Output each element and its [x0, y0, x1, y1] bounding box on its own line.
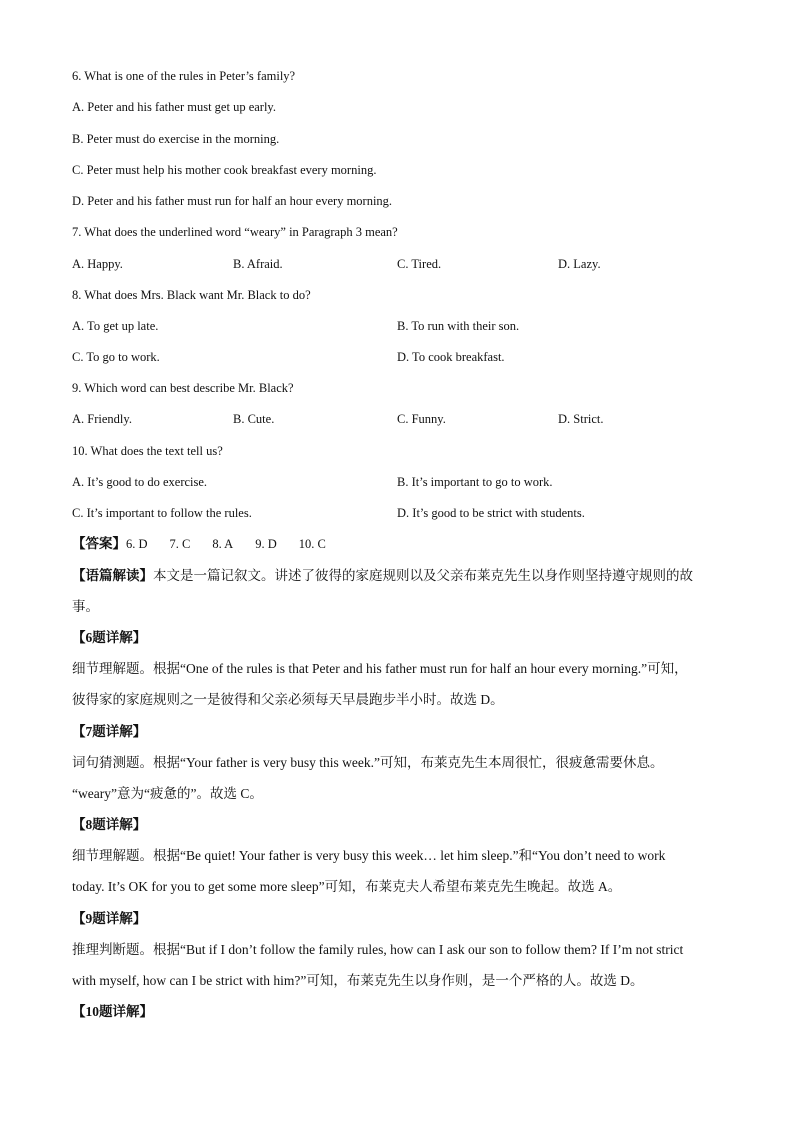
explanation-8-line-1: 细节理解题。根据“Be quiet! Your father is very busy this week… let him sleep.”和“You don’t need to work	[72, 848, 666, 863]
question-6-option-c: C. Peter must help his mother cook breakfast every morning.	[72, 163, 377, 177]
explanation-6-label: 【6题详解】	[72, 630, 147, 645]
explanation-7-line-2: “weary”意为“疲惫的”。故选 C。	[72, 786, 263, 801]
answer-item: 7. C	[169, 537, 191, 551]
question-10-option-b: B. It’s important to go to work.	[397, 475, 553, 489]
question-8-option-d: D. To cook breakfast.	[397, 350, 505, 364]
answer-item: 9. D	[255, 537, 277, 551]
question-8-option-c: C. To go to work.	[72, 350, 160, 364]
question-6-stem: 6. What is one of the rules in Peter’s family?	[72, 69, 296, 83]
underlined-word: weary	[249, 225, 281, 239]
explanation-6-line-2: 彼得家的家庭规则之一是彼得和父亲必须每天早晨跑步半小时。故选 D。	[72, 692, 504, 707]
question-9-option-b: B. Cute.	[233, 412, 275, 426]
question-7-option-b: B. Afraid.	[233, 257, 283, 271]
answer-item: 10. C	[298, 537, 326, 551]
question-7-option-d: D. Lazy.	[558, 257, 601, 271]
question-6-option-b: B. Peter must do exercise in the morning.	[72, 132, 280, 146]
question-6-option-a: A. Peter and his father must get up early.	[72, 100, 276, 114]
answer-label: 【答案】	[72, 536, 126, 551]
question-9-option-d: D. Strict.	[558, 412, 604, 426]
question-10-option-c: C. It’s important to follow the rules.	[72, 506, 252, 520]
question-8-option-a: A. To get up late.	[72, 319, 159, 333]
interpretation-line-1	[72, 568, 693, 584]
explanation-9-line-2: with myself, how can I be strict with him?”可知，布莱克先生以身作则，是一个严格的人。故选 D。	[72, 973, 644, 988]
question-6-option-d: D. Peter and his father must run for half an hour every morning.	[72, 194, 393, 208]
answer-key	[72, 536, 348, 552]
question-10-stem: 10. What does the text tell us?	[72, 444, 223, 458]
question-10-option-a: A. It’s good to do exercise.	[72, 475, 208, 489]
interpretation-label: 【语篇解读】	[72, 568, 153, 583]
explanation-7-label: 【7题详解】	[72, 724, 147, 739]
explanation-10-label: 【10题详解】	[72, 1004, 153, 1019]
question-7-option-a: A. Happy.	[72, 257, 123, 271]
explanation-9-label: 【9题详解】	[72, 911, 147, 926]
question-8-option-b: B. To run with their son.	[397, 319, 520, 333]
answer-item: 8. A	[212, 537, 234, 551]
answer-item: 6. D	[126, 537, 148, 551]
question-10-option-d: D. It’s good to be strict with students.	[397, 506, 585, 520]
question-9-stem: 9. Which word can best describe Mr. Black?	[72, 381, 294, 395]
question-9-option-a: A. Friendly.	[72, 412, 132, 426]
explanation-6-line-1: 细节理解题。根据“One of the rules is that Peter and his father must run for half an hour every morning.”可知，	[72, 661, 688, 676]
explanation-9-line-1: 推理判断题。根据“But if I don’t follow the family rules, how can I ask our son to follow them? If I’m not strict	[72, 942, 684, 957]
question-8-stem: 8. What does Mrs. Black want Mr. Black to do?	[72, 288, 311, 302]
question-9-option-c: C. Funny.	[397, 412, 446, 426]
explanation-8-label: 【8题详解】	[72, 817, 147, 832]
interpretation-text: 本文是一篇记叙文。讲述了彼得的家庭规则以及父亲布莱克先生以身作则坚持遵守规则的故	[153, 568, 693, 583]
explanation-7-line-1: 词句猜测题。根据“Your father is very busy this week.”可知，布莱克先生本周很忙，很疲惫需要休息。	[72, 755, 664, 770]
interpretation-line-2: 事。	[72, 599, 99, 614]
question-7-option-c: C. Tired.	[397, 257, 442, 271]
question-7-stem: 7. What does the underlined word “weary” in Paragraph 3 mean?	[72, 225, 398, 239]
explanation-8-line-2: today. It’s OK for you to get some more sleep”可知，布莱克夫人希望布莱克先生晚起。故选 A。	[72, 879, 622, 894]
